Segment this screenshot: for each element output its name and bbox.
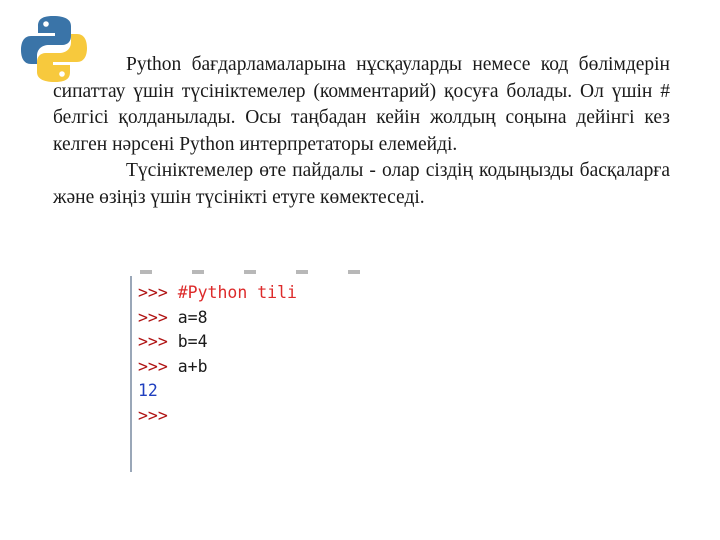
description-text bbox=[53, 52, 670, 211]
shell-prompt: >>> bbox=[138, 332, 168, 351]
shell-line bbox=[138, 282, 297, 304]
shell-line bbox=[138, 405, 168, 427]
shell-line bbox=[138, 331, 208, 353]
shell-code: a=8 bbox=[167, 307, 208, 327]
shell-border bbox=[130, 276, 132, 472]
shell-line bbox=[138, 356, 208, 378]
paragraph-1: Python бағдарламаларына нұсқауларды немесе код бөлімдерін сипаттау үшін түсініктемелер (комментарий) қосуға болады. Ол үшін # белгісі қолданылады. Осы таңбадан кейін жолдың соңына дейінгі кез келген нәрсені Python интерпретаторы елемейді. bbox=[53, 54, 670, 155]
python-shell-screenshot bbox=[126, 272, 426, 472]
shell-prompt: >>> bbox=[138, 283, 168, 302]
paragraph-2: Түсініктемелер өте пайдалы - олар сіздің кодыңызды басқаларға және өзіңіз үшін түсінікті етуге көмектеседі. bbox=[53, 160, 670, 208]
shell-code: a+b bbox=[167, 356, 208, 376]
shell-comment: #Python tili bbox=[167, 283, 297, 302]
shell-prompt: >>> bbox=[138, 356, 168, 376]
shell-line bbox=[138, 307, 208, 329]
shell-line bbox=[138, 380, 158, 402]
shell-code: b=4 bbox=[167, 332, 208, 351]
shell-output: 12 bbox=[138, 381, 158, 400]
cropped-line-fragment bbox=[140, 270, 400, 274]
shell-prompt: >>> bbox=[138, 405, 168, 425]
shell-prompt: >>> bbox=[138, 307, 168, 327]
